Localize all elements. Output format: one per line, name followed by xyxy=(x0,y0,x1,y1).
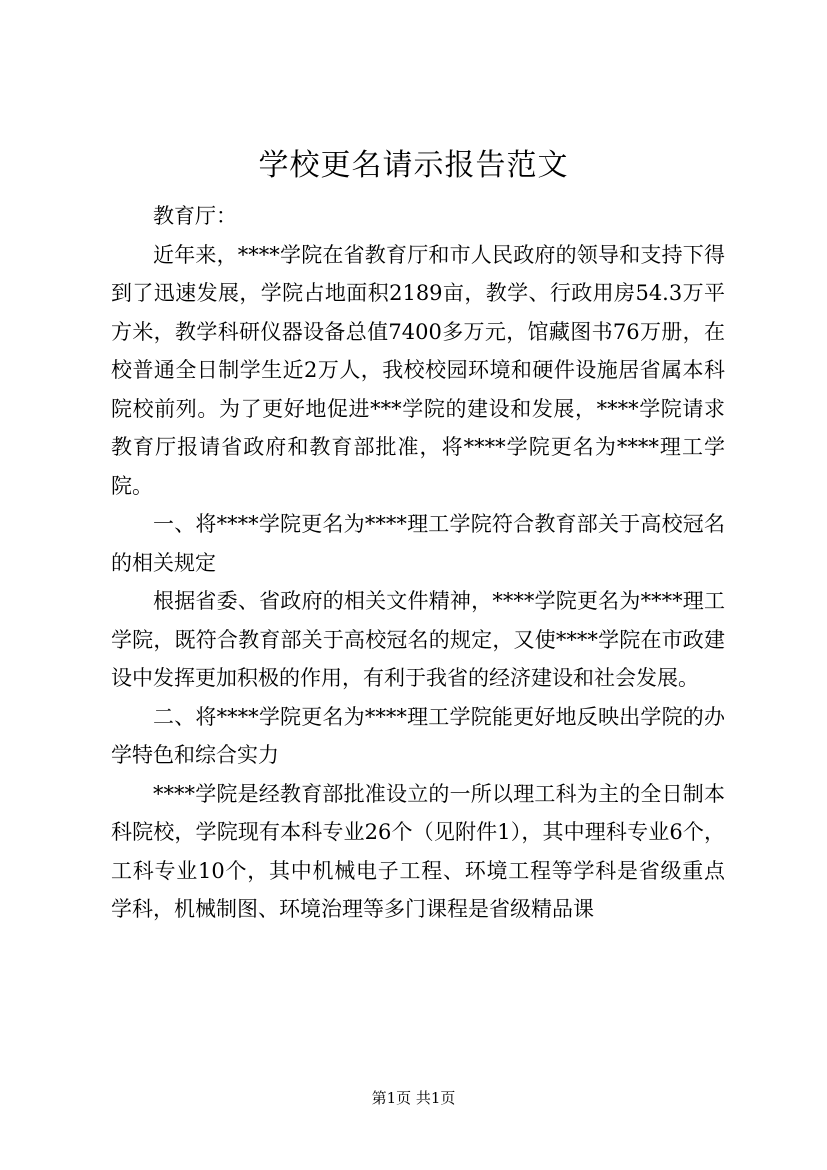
section-two-heading: 二、将****学院更名为****理工学院能更好地反映出学院的办学特色和综合实力 xyxy=(111,704,725,767)
document-body xyxy=(111,197,725,929)
salutation-paragraph: 教育厅： xyxy=(153,204,237,228)
section-one-paragraph: 根据省委、省政府的相关文件精神，****学院更名为****理工学院，既符合教育部关于高校冠名的规定，又使****学院在市政建设中发挥更加积极的作用，有利于我省的经济建设和社会发展。 xyxy=(111,589,725,690)
section-one-heading: 一、将****学院更名为****理工学院符合教育部关于高校冠名的相关规定 xyxy=(111,512,725,575)
intro-paragraph: 近年来，****学院在省教育厅和市人民政府的领导和支持下得到了迅速发展，学院占地面积2189亩，教学、行政用房54.3万平方米，教学科研仪器设备总值7400多万元，馆藏图书76万册，在校普通全日制学生近2万人，我校校园环境和硬件设施居省属本科院校前列。为了更好地促进***学院的建设和发展，****学院请求教育厅报请省政府和教育部批准，将****学院更名为****理工学院。 xyxy=(111,242,725,498)
section-two-paragraph: ****学院是经教育部批准设立的一所以理工科为主的全日制本科院校，学院现有本科专业26个（见附件1），其中理科专业6个，工科专业10个，其中机械电子工程、环境工程等学科是省级重点学科，机械制图、环境治理等多门课程是省级精品课 xyxy=(111,781,725,921)
page-title: 学校更名请示报告范文 xyxy=(258,148,569,183)
page-number-footer: 第1页 共1页 xyxy=(371,1089,456,1107)
